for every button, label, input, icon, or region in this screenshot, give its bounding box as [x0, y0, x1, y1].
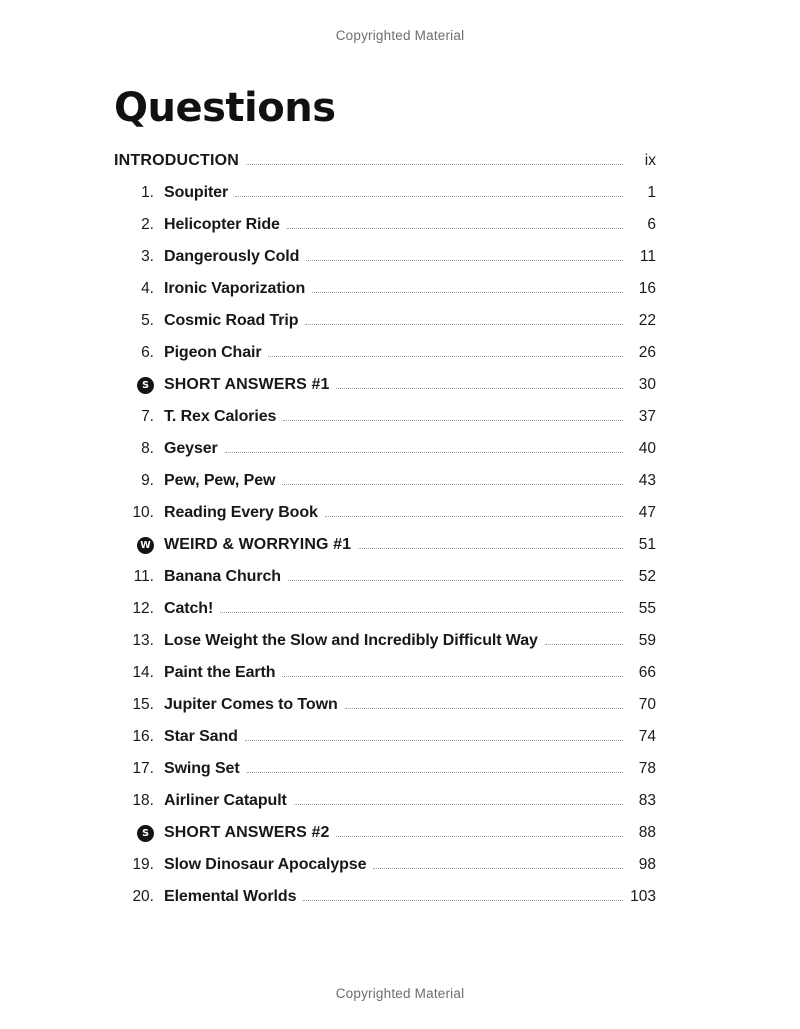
- toc-entry-page-number: 1: [647, 184, 656, 201]
- toc-leader-dots: [345, 707, 623, 709]
- toc-entry[interactable]: [114, 184, 656, 216]
- section-badge-icon: W: [137, 537, 154, 554]
- toc-entry-label[interactable]: T. Rex Calories: [164, 408, 277, 425]
- toc-entry[interactable]: [114, 216, 656, 248]
- toc-entry-label[interactable]: Jupiter Comes to Town: [164, 696, 338, 713]
- toc-entry[interactable]: [114, 472, 656, 504]
- toc-entry-number: 4.: [141, 280, 154, 297]
- toc-entry[interactable]: [114, 888, 656, 920]
- toc-entry-number: 3.: [141, 248, 154, 265]
- toc-entry-page-number: 6: [647, 216, 656, 233]
- toc-entry-badge-cell: [114, 825, 154, 842]
- toc-entry-number: 5.: [141, 312, 154, 329]
- toc-entry-number: 10.: [132, 504, 154, 521]
- toc-entry-label[interactable]: Slow Dinosaur Apocalypse: [164, 856, 367, 873]
- section-badge-icon: S: [137, 825, 154, 842]
- toc-entry-number: 1.: [141, 184, 154, 201]
- toc-entry-label[interactable]: Paint the Earth: [164, 664, 276, 681]
- toc-entry-label[interactable]: Reading Every Book: [164, 504, 318, 521]
- toc-entry-page-number: 78: [638, 760, 656, 777]
- toc-entry-page-number: 16: [638, 280, 656, 297]
- toc-entry-number: 9.: [141, 472, 154, 489]
- toc-entry[interactable]: [114, 856, 656, 888]
- toc-entry[interactable]: [114, 344, 656, 376]
- toc-leader-dots: [358, 547, 623, 549]
- table-of-contents: [114, 152, 656, 920]
- toc-entry-label[interactable]: SHORT ANSWERS #1: [164, 376, 330, 393]
- section-badge-icon: S: [137, 377, 154, 394]
- toc-leader-dots: [325, 515, 623, 517]
- toc-entry-page-number: 26: [638, 344, 656, 361]
- toc-entry-label[interactable]: Airliner Catapult: [164, 792, 287, 809]
- toc-leader-dots: [312, 291, 623, 293]
- page-title: Questions: [114, 84, 336, 131]
- toc-leader-dots: [306, 259, 623, 261]
- toc-entry-label[interactable]: Pigeon Chair: [164, 344, 262, 361]
- toc-entry-number: 12.: [132, 600, 154, 617]
- toc-entry-number: 2.: [141, 216, 154, 233]
- toc-entry-label[interactable]: Catch!: [164, 600, 214, 617]
- toc-entry-number: 13.: [132, 632, 154, 649]
- toc-entry[interactable]: [114, 568, 656, 600]
- toc-entry[interactable]: [114, 376, 656, 408]
- toc-entry-badge-cell: [114, 537, 154, 554]
- toc-entry[interactable]: [114, 664, 656, 696]
- toc-entry[interactable]: [114, 504, 656, 536]
- toc-entry[interactable]: [114, 152, 656, 184]
- toc-entry[interactable]: [114, 728, 656, 760]
- watermark-bottom: Copyrighted Material: [335, 986, 465, 1001]
- toc-entry-label[interactable]: Pew, Pew, Pew: [164, 472, 276, 489]
- toc-leader-dots: [247, 771, 623, 773]
- toc-leader-dots: [245, 739, 623, 741]
- toc-entry-page-number: 83: [638, 792, 656, 809]
- toc-entry-number: 19.: [132, 856, 154, 873]
- toc-leader-dots: [268, 355, 623, 357]
- toc-leader-dots: [282, 483, 623, 485]
- toc-entry-page-number: 51: [638, 536, 656, 553]
- toc-entry-label[interactable]: Soupiter: [164, 184, 229, 201]
- toc-entry-label[interactable]: Geyser: [164, 440, 218, 457]
- toc-entry-page-number: 103: [630, 888, 656, 905]
- toc-entry-page-number: 47: [638, 504, 656, 521]
- toc-entry-label[interactable]: Cosmic Road Trip: [164, 312, 299, 329]
- toc-entry-number: 14.: [132, 664, 154, 681]
- toc-leader-dots: [288, 579, 623, 581]
- toc-leader-dots: [303, 899, 623, 901]
- toc-leader-dots: [225, 451, 623, 453]
- toc-entry-page-number: 59: [638, 632, 656, 649]
- toc-entry-page-number: 55: [638, 600, 656, 617]
- toc-entry-label[interactable]: Swing Set: [164, 760, 240, 777]
- toc-entry[interactable]: [114, 280, 656, 312]
- toc-leader-dots: [336, 387, 623, 389]
- toc-entry[interactable]: [114, 632, 656, 664]
- toc-entry-label[interactable]: SHORT ANSWERS #2: [164, 824, 330, 841]
- toc-entry[interactable]: [114, 536, 656, 568]
- toc-leader-dots: [287, 227, 623, 229]
- toc-leader-dots: [283, 419, 623, 421]
- toc-entry[interactable]: [114, 408, 656, 440]
- toc-entry-page-number: 74: [638, 728, 656, 745]
- toc-leader-dots: [282, 675, 623, 677]
- toc-entry-label[interactable]: WEIRD & WORRYING #1: [164, 536, 352, 553]
- toc-entry-number: 11.: [133, 568, 154, 585]
- toc-entry-page-number: 43: [638, 472, 656, 489]
- toc-entry-label[interactable]: Lose Weight the Slow and Incredibly Difficult Way: [164, 632, 538, 649]
- toc-entry-label[interactable]: INTRODUCTION: [114, 152, 240, 169]
- toc-entry-number: 20.: [132, 888, 154, 905]
- toc-entry-number: 8.: [141, 440, 154, 457]
- toc-entry[interactable]: [114, 312, 656, 344]
- toc-entry[interactable]: [114, 248, 656, 280]
- toc-entry-number: 7.: [141, 408, 154, 425]
- toc-entry-label[interactable]: Star Sand: [164, 728, 238, 745]
- toc-entry-number: 15.: [132, 696, 154, 713]
- toc-entry-page-number: 30: [638, 376, 656, 393]
- toc-entry[interactable]: [114, 440, 656, 472]
- toc-entry-label[interactable]: Helicopter Ride: [164, 216, 280, 233]
- toc-entry-number: 6.: [141, 344, 154, 361]
- toc-leader-dots: [220, 611, 623, 613]
- toc-entry-page-number: 88: [638, 824, 656, 841]
- toc-entry-label[interactable]: Dangerously Cold: [164, 248, 300, 265]
- toc-entry-label[interactable]: Elemental Worlds: [164, 888, 297, 905]
- toc-leader-dots: [336, 835, 623, 837]
- toc-leader-dots: [305, 323, 623, 325]
- toc-entry-badge-cell: [114, 377, 154, 394]
- toc-entry-number: 17.: [132, 760, 154, 777]
- toc-leader-dots: [294, 803, 623, 805]
- toc-entry-page-number: 98: [638, 856, 656, 873]
- toc-leader-dots: [373, 867, 623, 869]
- toc-entry-label[interactable]: Ironic Vaporization: [164, 280, 306, 297]
- toc-entry[interactable]: [114, 696, 656, 728]
- toc-entry[interactable]: [114, 792, 656, 824]
- toc-entry[interactable]: [114, 600, 656, 632]
- toc-leader-dots: [246, 163, 623, 165]
- toc-leader-dots: [545, 643, 623, 645]
- toc-entry-page-number: 22: [638, 312, 656, 329]
- toc-entry-number: 16.: [132, 728, 154, 745]
- toc-entry[interactable]: [114, 760, 656, 792]
- toc-entry-page-number: 66: [638, 664, 656, 681]
- watermark-top: Copyrighted Material: [335, 28, 465, 43]
- toc-leader-dots: [235, 195, 623, 197]
- toc-entry-page-number: 70: [638, 696, 656, 713]
- toc-entry[interactable]: [114, 824, 656, 856]
- toc-entry-page-number: 40: [638, 440, 656, 457]
- toc-entry-page-number: 52: [638, 568, 656, 585]
- toc-entry-page-number: 37: [638, 408, 656, 425]
- toc-entry-page-number: 11: [639, 248, 656, 265]
- toc-entry-label[interactable]: Banana Church: [164, 568, 281, 585]
- toc-entry-page-number: ix: [644, 152, 656, 169]
- toc-entry-number: 18.: [132, 792, 154, 809]
